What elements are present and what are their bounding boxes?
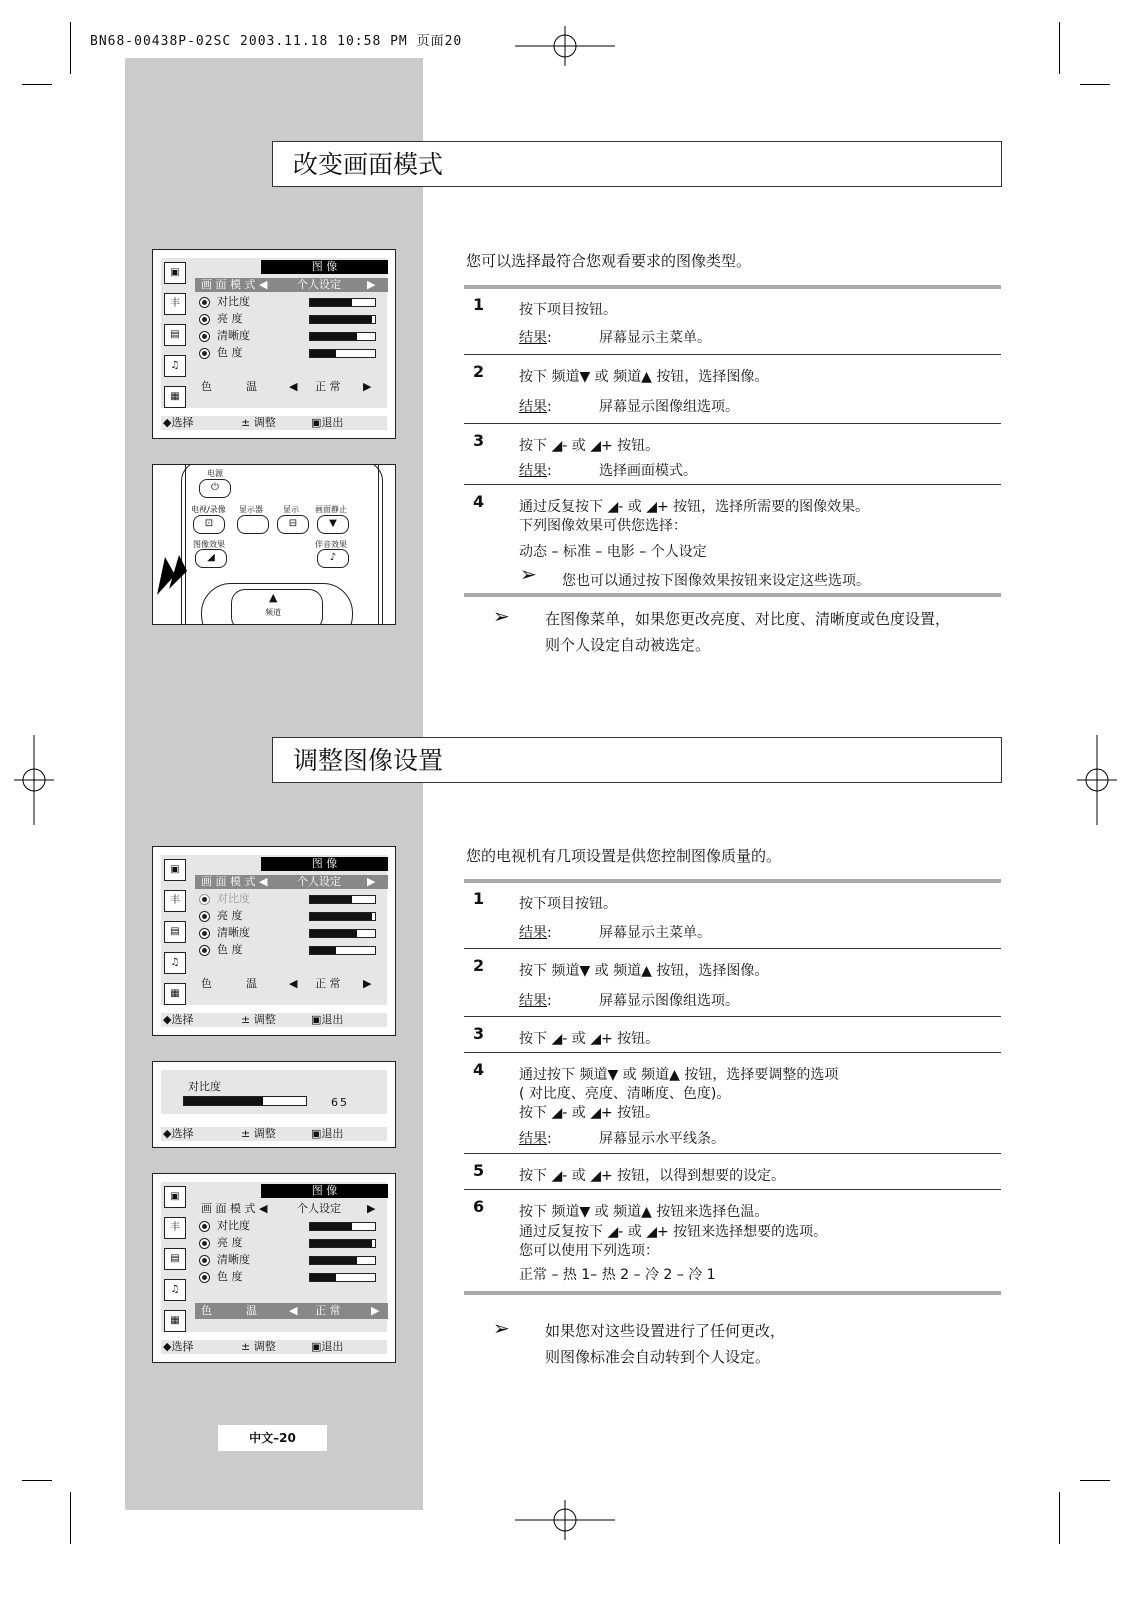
step-text: 按下 ◢- 或 ◢+ 按钮。 [519, 1031, 660, 1047]
step-result: 结果: 屏幕显示主菜单。 [519, 330, 711, 346]
power-button: ⏻ [199, 479, 231, 498]
volume-icon: ◢ [590, 1105, 601, 1121]
osd-picture-menu [152, 846, 396, 1036]
volume-icon: ◢ [590, 1031, 601, 1047]
step-result: 结果: 屏幕显示主菜单。 [519, 925, 711, 941]
step-text: 按下 频道▼ 或 频道▲ 按钮，选择图像。 [519, 963, 769, 979]
volume-icon: ◢ [551, 438, 563, 454]
tv-icon: ▣ [164, 859, 186, 881]
osd-row-contrast: 对比度 [201, 1218, 391, 1234]
registration-mark-left [14, 735, 54, 825]
osd-footer: ◆选择 ± 调整 ▣退出 [161, 1340, 387, 1354]
step-number: 2 [473, 362, 485, 381]
osd-row-color: 色 度 [201, 942, 391, 958]
crop-mark [70, 1492, 71, 1544]
rule [464, 879, 1001, 883]
rule [464, 484, 1001, 485]
contrast-slider-bar [183, 1096, 307, 1106]
slider-value: 65 [331, 1096, 349, 1109]
step-text: 按下项目按钮。 [519, 302, 617, 318]
volume-icon: ◢ [590, 1168, 601, 1184]
tv-video-button: ⊡ [193, 515, 225, 534]
tv-video-label: 电视/录像 [191, 505, 226, 514]
setup-icon: ▦ [164, 1310, 186, 1332]
step-number: 1 [473, 889, 485, 908]
osd-row-contrast: 对比度 [201, 891, 391, 907]
volume-icon: ◢ [646, 1224, 657, 1240]
note-arrow-icon: ➢ [520, 562, 537, 586]
picture-icon: ▤ [164, 1248, 186, 1270]
section-title: 调整图像设置 [272, 737, 1002, 783]
step-number: 6 [473, 1197, 485, 1216]
picture-effect-label: 图像效果 [193, 540, 225, 549]
step-text: 您可以使用下列选项： [519, 1243, 659, 1259]
picture-icon: ▤ [164, 324, 186, 346]
info-label: 显示 [283, 505, 299, 514]
step-number: 4 [473, 1060, 485, 1079]
display-button [237, 515, 269, 534]
step-result: 结果: 屏幕显示图像组选项。 [519, 399, 739, 415]
display-label: 显示器 [239, 505, 263, 514]
osd-picture-menu [152, 249, 396, 439]
step-result: 结果: 屏幕显示水平线条。 [519, 1131, 725, 1147]
step-tip: 您也可以通过按下图像效果按钮来设定这些选项。 [562, 573, 870, 589]
rule [464, 354, 1001, 355]
sound-effect-button: ♪ [317, 549, 349, 568]
setup-icon: ▦ [164, 386, 186, 408]
osd-row-sharpness: 清晰度 [201, 1252, 391, 1268]
osd-footer: ◆选择 ± 调整 ▣退出 [161, 416, 387, 430]
rule [464, 1153, 1001, 1154]
osd-row-tint: 色 温 ◀ 正 常 ▶ [201, 380, 372, 393]
info-button: ⊟ [277, 515, 309, 534]
rule [464, 593, 1001, 597]
step-text: 按下 ◢- 或 ◢+ 按钮。 [519, 1105, 660, 1121]
osd-row-brightness: 亮 度 [201, 311, 391, 327]
setup-icon: ▦ [164, 983, 186, 1005]
step-text: 下列图像效果可供您选择： [519, 518, 687, 534]
step-result: 结果: 选择画面模式。 [519, 463, 697, 479]
rule [464, 948, 1001, 949]
still-button: ▼ [317, 515, 349, 534]
osd-contrast-slider [152, 1061, 396, 1148]
section-intro: 您可以选择最符合您观看要求的图像类型。 [466, 252, 752, 270]
step-number: 3 [473, 431, 485, 450]
section-intro: 您的电视机有几项设置是供您控制图像质量的。 [466, 847, 782, 865]
page-number: 中文–20 [218, 1425, 327, 1451]
step-number: 5 [473, 1161, 485, 1180]
crop-mark [1080, 84, 1110, 85]
registration-mark-right [1077, 735, 1117, 825]
crop-mark [22, 1480, 52, 1481]
osd-row-tint: 色 温 ◀ 正 常 ▶ [195, 1303, 388, 1319]
note: 在图像菜单，如果您更改亮度、对比度、清晰度或色度设置， 则个人设定自动被选定。 [545, 610, 951, 654]
osd-row-color: 色 度 [201, 345, 391, 361]
slider-label: 对比度 [188, 1080, 221, 1093]
still-label: 画面静止 [315, 505, 347, 514]
note-arrow-icon: ➢ [493, 604, 510, 628]
section-title: 改变画面模式 [272, 141, 1002, 187]
volume-icon: ◢ [590, 438, 601, 454]
rule [464, 1016, 1001, 1017]
rule [464, 423, 1001, 424]
registration-mark-top [515, 26, 615, 66]
crop-mark [70, 22, 71, 74]
step-text: 按下 ◢- 或 ◢+ 按钮。 [519, 438, 660, 454]
tv-icon: ▣ [164, 1186, 186, 1208]
osd-row-sharpness: 清晰度 [201, 328, 391, 344]
osd-row-contrast: 对比度 [201, 294, 391, 310]
step-number: 2 [473, 956, 485, 975]
channel-label: 频道 [265, 608, 281, 617]
step-number: 1 [473, 295, 485, 314]
step-text: 按下 频道▼ 或 频道▲ 按钮来选择色温。 [519, 1204, 769, 1220]
step-text: 按下 频道▼ 或 频道▲ 按钮，选择图像。 [519, 369, 769, 385]
step-text: ( 对比度、亮度、清晰度、色度)。 [519, 1086, 731, 1102]
pointer-arrow-icon [153, 549, 203, 599]
tv-icon: ▣ [164, 262, 186, 284]
volume-icon: ◢ [646, 499, 657, 515]
osd-row-brightness: 亮 度 [201, 1235, 391, 1251]
osd-header: 图 像 [261, 260, 388, 274]
antenna-icon: 丰 [164, 1217, 186, 1239]
picture-icon: ▤ [164, 921, 186, 943]
remote-control-illustration [152, 464, 396, 625]
antenna-icon: 丰 [164, 293, 186, 315]
step-number: 3 [473, 1024, 485, 1043]
crop-mark [1059, 1492, 1060, 1544]
power-label: 电源 [207, 469, 223, 478]
step-text: 动态 – 标准 – 电影 – 个人设定 [519, 544, 707, 560]
volume-icon: ◢ [607, 1224, 619, 1240]
rule [464, 1291, 1001, 1295]
crop-mark [1059, 22, 1060, 74]
osd-row-color: 色 度 [201, 1269, 391, 1285]
step-result: 结果: 屏幕显示图像组选项。 [519, 993, 739, 1009]
volume-icon: ◢ [551, 1105, 563, 1121]
rule [464, 1052, 1001, 1053]
step-text: 通过反复按下 ◢- 或 ◢+ 按钮，选择所需要的图像效果。 [519, 499, 870, 515]
osd-header: 图 像 [261, 857, 388, 871]
rule [464, 285, 1001, 289]
note-arrow-icon: ➢ [493, 1316, 510, 1340]
volume-icon: ◢ [607, 499, 619, 515]
crop-mark [22, 84, 52, 85]
sound-icon: ♫ [164, 952, 186, 974]
osd-row-sharpness: 清晰度 [201, 925, 391, 941]
picture-effect-button: ◢ [195, 549, 227, 568]
sound-icon: ♫ [164, 1279, 186, 1301]
sound-icon: ♫ [164, 355, 186, 377]
step-text: 通过按下 频道▼ 或 频道▲ 按钮，选择要调整的选项 [519, 1067, 839, 1083]
registration-mark-bottom [515, 1500, 615, 1540]
step-text: 正常 – 热 1– 热 2 – 冷 2 – 冷 1 [519, 1267, 716, 1283]
osd-row-tint: 色 温 ◀ 正 常 ▶ [201, 977, 372, 990]
antenna-icon: 丰 [164, 890, 186, 912]
volume-icon: ◢ [551, 1031, 563, 1047]
step-text: 通过反复按下 ◢- 或 ◢+ 按钮来选择想要的选项。 [519, 1224, 828, 1240]
print-header: BN68-00438P-02SC 2003.11.18 10:58 PM 页面20 [90, 34, 463, 49]
osd-header: 图 像 [261, 1184, 388, 1198]
note: 如果您对这些设置进行了任何更改， 则图像标准会自动转到个人设定。 [545, 1322, 786, 1366]
crop-mark [1080, 1480, 1110, 1481]
osd-mode-row: 画 面 模 式 ◀ 个人设定 ▶ [195, 278, 388, 292]
osd-footer: ◆选择 ± 调整 ▣退出 [161, 1013, 387, 1027]
step-text: 按下项目按钮。 [519, 896, 617, 912]
osd-mode-row: 画 面 模 式 ◀ 个人设定 ▶ [201, 1202, 376, 1215]
step-number: 4 [473, 492, 485, 511]
osd-mode-row: 画 面 模 式 ◀ 个人设定 ▶ [195, 875, 388, 889]
osd-row-brightness: 亮 度 [201, 908, 391, 924]
channel-up-icon: ▲ [269, 591, 278, 604]
rule [464, 1189, 1001, 1190]
sound-effect-label: 伴音效果 [315, 540, 347, 549]
osd-footer: ◆选择 ± 调整 ▣退出 [161, 1127, 387, 1141]
volume-icon: ◢ [551, 1168, 563, 1184]
step-text: 按下 ◢- 或 ◢+ 按钮，以得到想要的设定。 [519, 1168, 786, 1184]
osd-picture-menu [152, 1173, 396, 1363]
